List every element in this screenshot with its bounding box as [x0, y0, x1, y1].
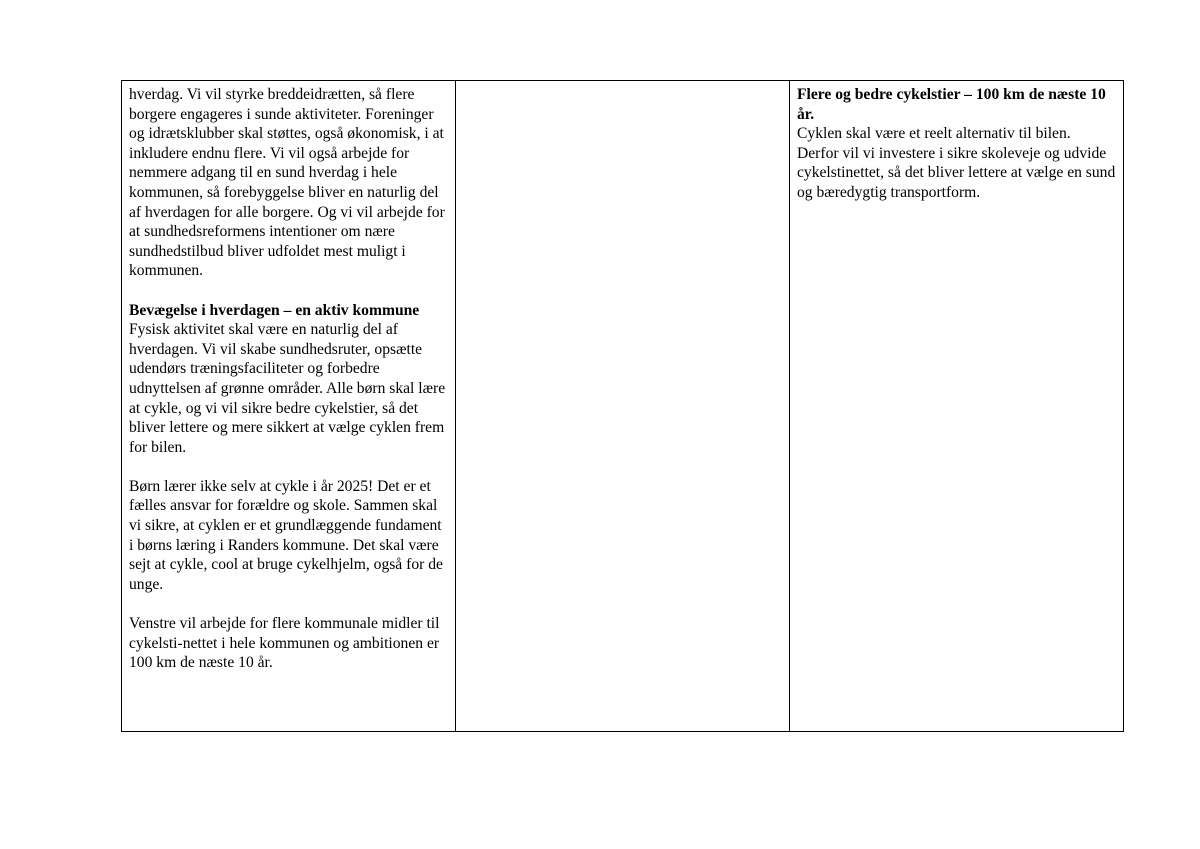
paragraph-children-cycling: Børn lærer ikke selv at cykle i år 2025! Det er et fælles ansvar for forældre og skole. Sammen skal vi sikre, at cyklen er et grundlæggende fundament i børns læring i Randers kommune. Det skal være sejt at cykle, cool at bruge cykelhjelm, også for de unge.: [129, 477, 443, 593]
policy-table: [121, 80, 1124, 732]
paragraph-gap: [129, 281, 448, 301]
right-column-cell: [790, 81, 1124, 732]
heading-active-municipality: Bevægelse i hverdagen – en aktiv kommune: [129, 301, 420, 319]
paragraph-cycle-alternative: Cyklen skal være et reelt alternativ til bilen. Derfor vil vi investere i sikre skoleveje og udvide cykelstinettet, så det bliver lettere at vælge en sund og bæredygtig transportform.: [797, 125, 1116, 201]
paragraph-sports: hverdag. Vi vil styrke breddeidrætten, så flere borgere engageres i sunde aktiviteter. Foreninger og idrætsklubber skal støttes, også økonomisk, i at inkludere endnu flere. Vi vil også arbejde for nemmere adgang til en sund hverdag i hele kommunen, så forebyggelse bliver en naturlig del af hverdagen for alle borgere. Og vi vil arbejde for at sundhedsreformens intentioner om nære sundhedstilbud bliver udfoldet mest muligt i kommunen.: [129, 86, 445, 280]
table-row: [122, 81, 1124, 732]
paragraph-physical-activity: Fysisk aktivitet skal være en naturlig del af hverdagen. Vi vil skabe sundhedsruter, opsætte udendørs træningsfaciliteter og forbedre udnyttelsen af grønne områder. Alle børn skal lære at cykle, og vi vil sikre bedre cykelstier, så det bliver lettere og mere sikkert at vælge cyklen frem for bilen.: [129, 321, 446, 456]
paragraph-gap: [129, 594, 448, 614]
heading-cycle-paths: Flere og bedre cykelstier – 100 km de næste 10 år.: [797, 86, 1106, 123]
middle-column-cell: [456, 81, 790, 732]
paragraph-cycle-paths-funding: Venstre vil arbejde for flere kommunale midler til cykelsti-nettet i hele kommunen og ambitionen er 100 km de næste 10 år.: [129, 615, 440, 672]
paragraph-gap: [129, 457, 448, 477]
left-column-cell: [122, 81, 456, 732]
